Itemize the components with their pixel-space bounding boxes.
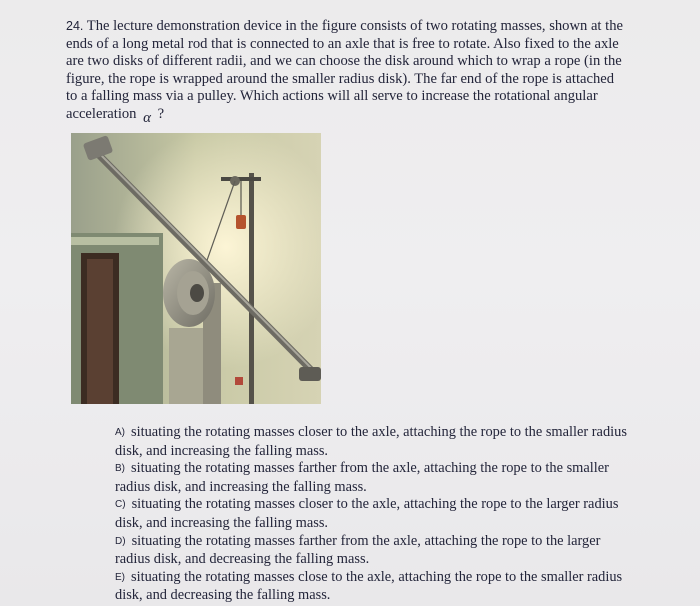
- choice-letter: A): [115, 427, 125, 438]
- question-number: 24.: [66, 19, 84, 33]
- choice-text: situating the rotating masses farther from the axle, attaching the rope to the larger radius disk, and decreasing the falling mass.: [115, 532, 601, 568]
- question-body: The lecture demonstration device in the figure consists of two rotating masses, shown at the ends of a long metal rod that is connected to an axle that is free to rotate. Also fixed to the axle are two disks of different radii, and we can choose the disk around which to wrap a rope (in the figure, the rope is wrapped around the smaller radius disk). The far end of the rope is attached to a falling mass via a pulley. Which actions will all serve to increase the rotational angular acceleration: [66, 18, 623, 122]
- question-text-block: [66, 18, 626, 124]
- choice-letter: E): [115, 571, 125, 583]
- apparatus-figure: [71, 133, 321, 404]
- choice-text: situating the rotating masses close to the axle, attaching the rope to the smaller radius disk, and decreasing the falling mass.: [115, 568, 623, 604]
- choice-e[interactable]: [115, 569, 635, 605]
- alpha-symbol: α: [143, 109, 152, 126]
- choice-c[interactable]: [115, 496, 635, 532]
- choice-letter: C): [115, 499, 126, 511]
- answer-choices: [115, 424, 635, 605]
- choice-letter: D): [115, 535, 126, 547]
- question-end: ?: [157, 105, 165, 122]
- choice-letter: B): [115, 463, 125, 475]
- choice-text: situating the rotating masses closer to the axle, attaching the rope to the larger radius disk, and increasing the falling mass.: [115, 496, 619, 531]
- choice-text: situating the rotating masses closer to the axle, attaching the rope to the smaller radius disk, and increasing the falling mass.: [115, 424, 627, 459]
- choice-a[interactable]: [115, 424, 635, 460]
- choice-text: situating the rotating masses farther from the axle, attaching the rope to the smaller radius disk, and increasing the falling mass.: [115, 460, 609, 495]
- apparatus-illustration: [71, 133, 321, 404]
- choice-b[interactable]: [115, 460, 635, 496]
- choice-d[interactable]: [115, 533, 635, 569]
